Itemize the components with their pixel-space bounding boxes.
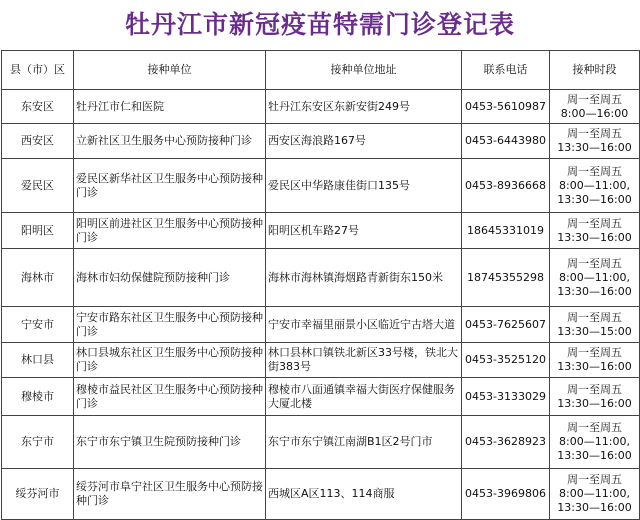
address-cell: 牡丹江东安区东新安街249号 bbox=[266, 90, 462, 124]
hours-line: 8:00—11:00, bbox=[559, 435, 630, 448]
unit-cell: 阳明区前进社区卫生服务中心预防接种门诊 bbox=[74, 213, 266, 249]
hours-cell bbox=[550, 124, 640, 159]
registration-sheet bbox=[1, 0, 639, 520]
district-cell: 东安区 bbox=[2, 90, 74, 124]
phone-cell: 18645331019 bbox=[462, 213, 550, 249]
header-address: 接种单位地址 bbox=[266, 51, 462, 90]
table-row bbox=[2, 249, 640, 307]
phone-cell: 0453-7625607 bbox=[462, 307, 550, 343]
hours-line: 8:00—11:00, bbox=[559, 178, 630, 192]
hours-line: 13:30—16:00 bbox=[557, 449, 632, 462]
district-cell: 穆棱市 bbox=[2, 378, 74, 416]
hours-line: 周一至周五 bbox=[567, 421, 622, 434]
hours-cell bbox=[550, 469, 640, 520]
table-row bbox=[2, 343, 640, 378]
hours-line: 8:00—11:00, bbox=[559, 487, 630, 500]
table-header-row bbox=[2, 51, 640, 90]
hours-cell bbox=[550, 343, 640, 378]
address-cell: 西城区A区113、114商服 bbox=[266, 469, 462, 520]
district-cell: 东宁市 bbox=[2, 416, 74, 469]
unit-cell: 牡丹江市仁和医院 bbox=[74, 90, 266, 124]
district-cell: 宁安市 bbox=[2, 307, 74, 343]
address-cell: 东宁市东宁镇江南湖B1区2号门市 bbox=[266, 416, 462, 469]
table-row bbox=[2, 416, 640, 469]
hours-line: 周一至周五 bbox=[567, 164, 622, 178]
table-row bbox=[2, 469, 640, 520]
hours-line: 8:00—16:00 bbox=[560, 106, 629, 120]
hours-line: 周一至周五 bbox=[567, 310, 622, 324]
hours-cell bbox=[550, 90, 640, 124]
district-cell: 林口县 bbox=[2, 343, 74, 378]
phone-cell: 0453-3628923 bbox=[462, 416, 550, 469]
unit-cell: 绥芬河市阜宁社区卫生服务中心预防接种门诊 bbox=[74, 469, 266, 520]
header-phone: 联系电话 bbox=[462, 51, 550, 90]
hours-line: 周一至周五 bbox=[567, 92, 622, 106]
district-cell: 西安区 bbox=[2, 124, 74, 159]
address-cell: 穆棱市八面通镇幸福大街医疗保健服务大厦北楼 bbox=[266, 378, 462, 416]
hours-line: 13:30—16:00 bbox=[557, 192, 632, 206]
header-hours: 接种时段 bbox=[550, 51, 640, 90]
unit-cell: 立新社区卫生服务中心预防接种门诊 bbox=[74, 124, 266, 159]
clinic-table bbox=[1, 50, 640, 520]
hours-cell bbox=[550, 249, 640, 307]
district-cell: 海林市 bbox=[2, 249, 74, 307]
table-row bbox=[2, 90, 640, 124]
hours-line: 13:30—15:00 bbox=[557, 324, 632, 338]
phone-cell: 18745355298 bbox=[462, 249, 550, 307]
unit-cell: 东宁市东宁镇卫生院预防接种门诊 bbox=[74, 416, 266, 469]
address-cell: 阳明区机车路27号 bbox=[266, 213, 462, 249]
hours-line: 13:30—16:00 bbox=[557, 360, 632, 373]
hours-line: 周一至周五 bbox=[567, 346, 622, 359]
table-body bbox=[2, 90, 640, 520]
phone-cell: 0453-3969806 bbox=[462, 469, 550, 520]
district-cell: 爱民区 bbox=[2, 159, 74, 213]
address-cell: 西安区海浪路167号 bbox=[266, 124, 462, 159]
hours-line: 周一至周五 bbox=[567, 216, 622, 230]
address-cell: 海林市海林镇海烟路青新街东150米 bbox=[266, 249, 462, 307]
table-row bbox=[2, 159, 640, 213]
district-cell: 绥芬河市 bbox=[2, 469, 74, 520]
hours-cell bbox=[550, 213, 640, 249]
hours-cell bbox=[550, 416, 640, 469]
header-district: 县（市）区 bbox=[2, 51, 74, 90]
table-row bbox=[2, 213, 640, 249]
phone-cell: 0453-6443980 bbox=[462, 124, 550, 159]
header-unit: 接种单位 bbox=[74, 51, 266, 90]
hours-line: 周一至周五 bbox=[567, 473, 622, 486]
phone-cell: 0453-5610987 bbox=[462, 90, 550, 124]
unit-cell: 海林市妇幼保健院预防接种门诊 bbox=[74, 249, 266, 307]
table-row bbox=[2, 378, 640, 416]
district-cell: 阳明区 bbox=[2, 213, 74, 249]
hours-cell bbox=[550, 378, 640, 416]
address-cell: 宁安市幸福里丽景小区临近宁古塔大道 bbox=[266, 307, 462, 343]
hours-cell bbox=[550, 159, 640, 213]
hours-line: 8:00—11:00, bbox=[559, 270, 630, 284]
hours-line: 13:30—16:00 bbox=[557, 396, 632, 410]
hours-line: 13:30—16:00 bbox=[557, 230, 632, 244]
address-cell: 爱民区中华路康佳街口135号 bbox=[266, 159, 462, 213]
hours-line: 13:30—16:00 bbox=[557, 501, 632, 514]
table-row bbox=[2, 124, 640, 159]
phone-cell: 0453-3525120 bbox=[462, 343, 550, 378]
hours-line: 周一至周五 bbox=[567, 256, 622, 270]
phone-cell: 0453-8936668 bbox=[462, 159, 550, 213]
address-cell: 林口县林口镇铁北新区33号楼，铁北大街383号 bbox=[266, 343, 462, 378]
unit-cell: 爱民区新华社区卫生服务中心预防接种门诊 bbox=[74, 159, 266, 213]
page-title: 牡丹江市新冠疫苗特需门诊登记表 bbox=[124, 10, 515, 39]
table-row bbox=[2, 307, 640, 343]
hours-cell bbox=[550, 307, 640, 343]
hours-line: 周一至周五 bbox=[567, 382, 622, 396]
unit-cell: 宁安市路东社区卫生服务中心预防接种门诊 bbox=[74, 307, 266, 343]
phone-cell: 0453-3133029 bbox=[462, 378, 550, 416]
unit-cell: 穆棱市益民社区卫生服务中心预防接种门诊 bbox=[74, 378, 266, 416]
unit-cell: 林口县城东社区卫生服务中心预防接种门诊 bbox=[74, 343, 266, 378]
hours-line: 13:30—16:00 bbox=[557, 284, 632, 298]
hours-line: 周一至周五 bbox=[567, 127, 622, 140]
hours-line: 13:30—16:00 bbox=[557, 141, 632, 154]
